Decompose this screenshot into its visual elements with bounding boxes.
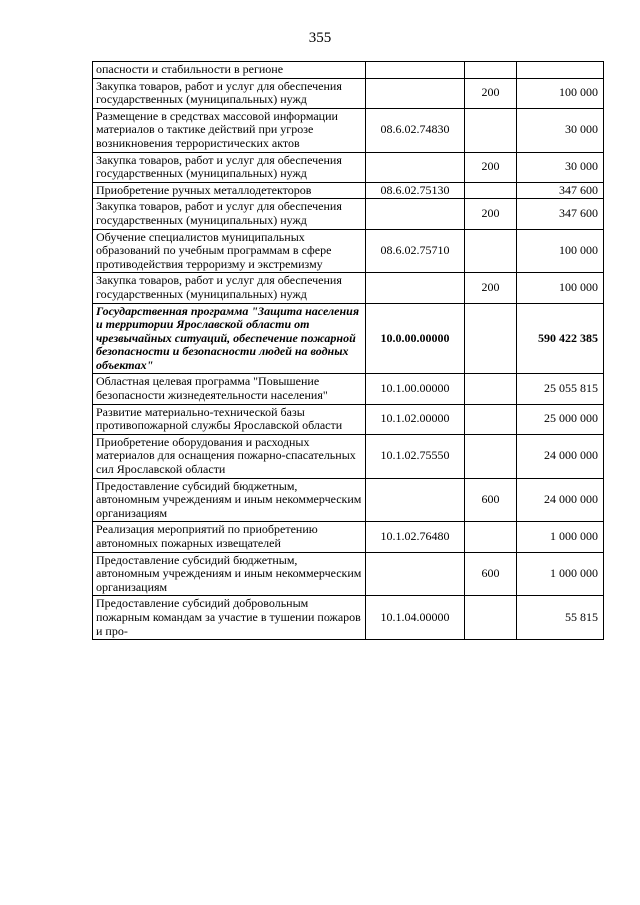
row-expense-type-cell	[465, 522, 517, 552]
row-name-cell: Предоставление субсидий добровольным пожарным командам за участие в тушении пожаров и про-	[93, 596, 366, 640]
row-expense-type-cell: 200	[465, 78, 517, 108]
row-amount-cell	[517, 62, 604, 79]
row-name-cell: Размещение в средствах массовой информации материалов о тактике действий при угрозе возникновения террористических актов	[93, 108, 366, 152]
row-code-cell	[366, 199, 465, 229]
row-name-cell: Областная целевая программа "Повышение безопасности жизнедеятельности населения"	[93, 374, 366, 404]
row-expense-type-cell: 200	[465, 152, 517, 182]
table-row	[93, 596, 604, 640]
table-row	[93, 303, 604, 374]
row-expense-type-cell	[465, 374, 517, 404]
budget-table	[92, 61, 604, 640]
row-expense-type-cell	[465, 182, 517, 199]
row-amount-cell: 55 815	[517, 596, 604, 640]
table-row	[93, 404, 604, 434]
table-row	[93, 229, 604, 273]
row-name-cell: Обучение специалистов муниципальных образований по учебным программам в сфере противодействия терроризму и экстремизму	[93, 229, 366, 273]
row-name-cell: Приобретение ручных металлодетекторов	[93, 182, 366, 199]
table-row	[93, 199, 604, 229]
row-code-cell	[366, 478, 465, 522]
row-code-cell: 10.0.00.00000	[366, 303, 465, 374]
row-name-cell: Реализация мероприятий по приобретению автономных пожарных извещателей	[93, 522, 366, 552]
page-number: 355	[308, 30, 332, 46]
row-expense-type-cell	[465, 404, 517, 434]
row-name-cell: Предоставление субсидий бюджетным, автономным учреждениям и иным некоммерческим организациям	[93, 478, 366, 522]
row-name-cell: Приобретение оборудования и расходных материалов для оснащения пожарно-спасательных сил Ярославской области	[93, 434, 366, 478]
row-amount-cell: 24 000 000	[517, 478, 604, 522]
row-expense-type-cell	[465, 303, 517, 374]
table-row	[93, 152, 604, 182]
row-code-cell: 10.1.02.75550	[366, 434, 465, 478]
row-code-cell	[366, 78, 465, 108]
row-name-cell: Государственная программа "Защита населения и территории Ярославской области от чрезвычайных ситуаций, обеспечение пожарной безопасности и безопасности людей на водных объектах"	[93, 303, 366, 374]
row-amount-cell: 347 600	[517, 182, 604, 199]
row-amount-cell: 24 000 000	[517, 434, 604, 478]
row-name-cell: опасности и стабильности в регионе	[93, 62, 366, 79]
row-expense-type-cell: 200	[465, 199, 517, 229]
row-code-cell: 08.6.02.75130	[366, 182, 465, 199]
table-row	[93, 374, 604, 404]
table-row	[93, 478, 604, 522]
row-amount-cell: 590 422 385	[517, 303, 604, 374]
row-code-cell: 08.6.02.74830	[366, 108, 465, 152]
row-expense-type-cell	[465, 62, 517, 79]
row-code-cell	[366, 62, 465, 79]
table-row	[93, 552, 604, 596]
table-row	[93, 78, 604, 108]
row-expense-type-cell	[465, 108, 517, 152]
row-expense-type-cell: 600	[465, 478, 517, 522]
row-amount-cell: 100 000	[517, 78, 604, 108]
row-code-cell: 10.1.00.00000	[366, 374, 465, 404]
row-amount-cell: 25 055 815	[517, 374, 604, 404]
row-name-cell: Закупка товаров, работ и услуг для обеспечения государственных (муниципальных) нужд	[93, 273, 366, 303]
row-name-cell: Закупка товаров, работ и услуг для обеспечения государственных (муниципальных) нужд	[93, 199, 366, 229]
row-name-cell: Закупка товаров, работ и услуг для обеспечения государственных (муниципальных) нужд	[93, 78, 366, 108]
row-code-cell	[366, 273, 465, 303]
row-amount-cell: 347 600	[517, 199, 604, 229]
row-amount-cell: 30 000	[517, 108, 604, 152]
row-amount-cell: 30 000	[517, 152, 604, 182]
row-amount-cell: 100 000	[517, 229, 604, 273]
row-amount-cell: 25 000 000	[517, 404, 604, 434]
row-code-cell: 10.1.04.00000	[366, 596, 465, 640]
row-expense-type-cell: 600	[465, 552, 517, 596]
row-name-cell: Развитие материально-технической базы противопожарной службы Ярославской области	[93, 404, 366, 434]
row-expense-type-cell	[465, 596, 517, 640]
table-row	[93, 108, 604, 152]
row-amount-cell: 100 000	[517, 273, 604, 303]
table-row	[93, 434, 604, 478]
row-code-cell	[366, 552, 465, 596]
row-code-cell: 10.1.02.00000	[366, 404, 465, 434]
row-expense-type-cell	[465, 434, 517, 478]
table-row	[93, 62, 604, 79]
row-amount-cell: 1 000 000	[517, 552, 604, 596]
row-name-cell: Предоставление субсидий бюджетным, автономным учреждениям и иным некоммерческим организациям	[93, 552, 366, 596]
table-row	[93, 522, 604, 552]
row-expense-type-cell	[465, 229, 517, 273]
row-amount-cell: 1 000 000	[517, 522, 604, 552]
row-name-cell: Закупка товаров, работ и услуг для обеспечения государственных (муниципальных) нужд	[93, 152, 366, 182]
row-expense-type-cell: 200	[465, 273, 517, 303]
row-code-cell: 08.6.02.75710	[366, 229, 465, 273]
table-row	[93, 182, 604, 199]
row-code-cell: 10.1.02.76480	[366, 522, 465, 552]
row-code-cell	[366, 152, 465, 182]
table-row	[93, 273, 604, 303]
